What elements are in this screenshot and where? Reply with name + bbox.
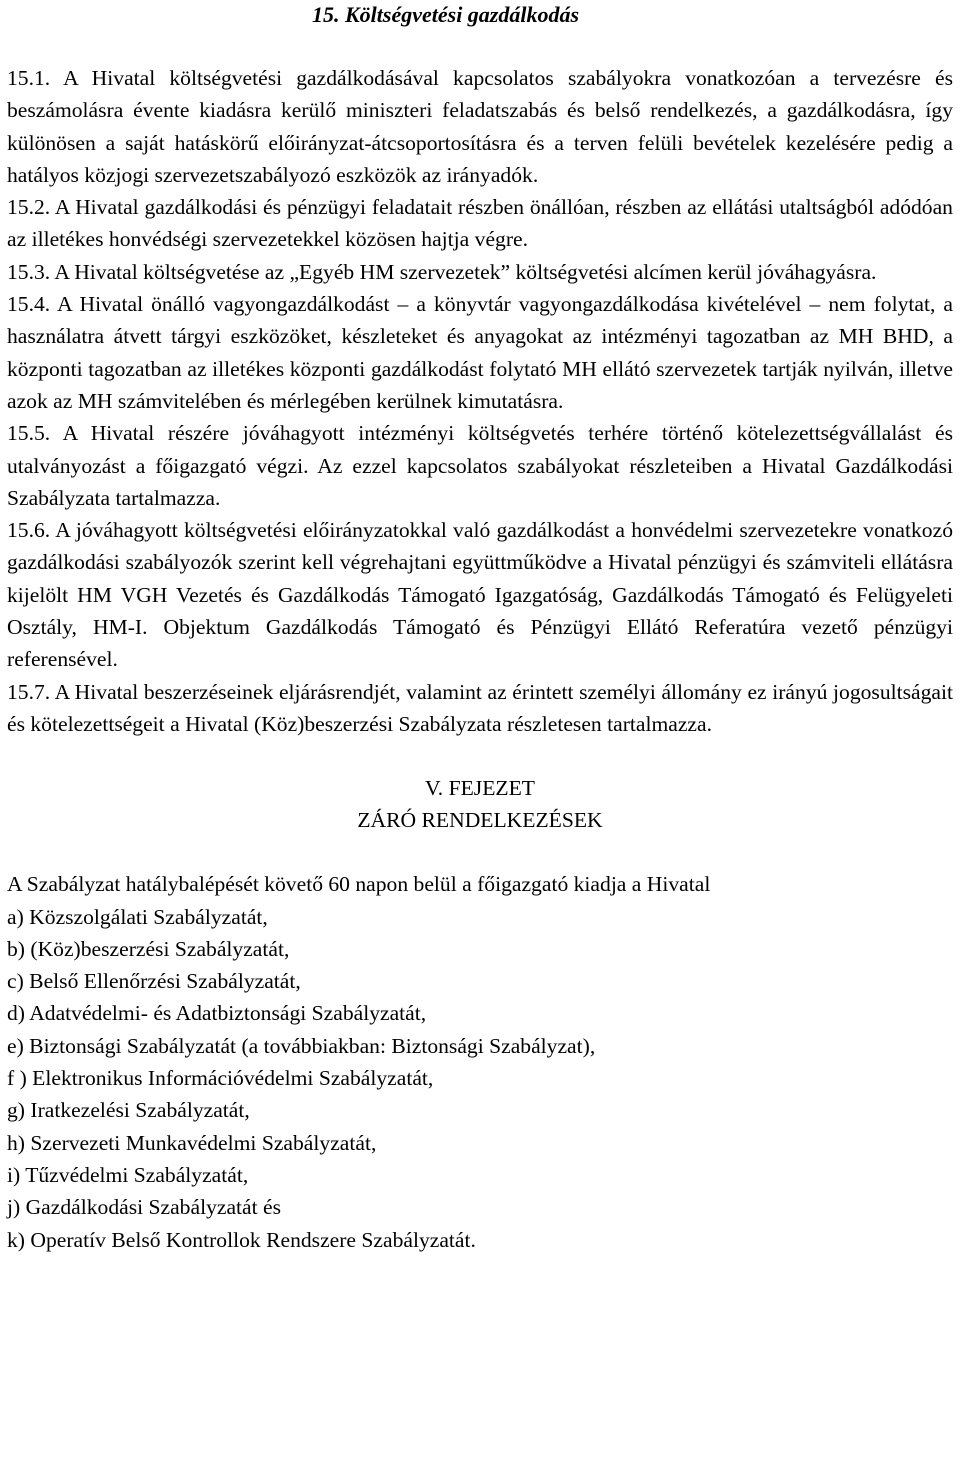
chapter-title: ZÁRÓ RENDELKEZÉSEK — [357, 808, 603, 833]
paragraph-15-3 — [7, 256, 953, 288]
paragraph-number: 15.6. — [7, 518, 51, 543]
list-item: b) (Köz)beszerzési Szabályzatát, — [7, 936, 290, 961]
paragraph-15-2 — [7, 191, 953, 256]
paragraph-15-1 — [7, 62, 953, 191]
list-item: g) Iratkezelési Szabályzatát, — [7, 1098, 250, 1123]
regulation-list — [7, 901, 953, 1256]
paragraph-text: A Hivatal költségvetési gazdálkodásával kapcsolatos szabályokra vonatkozóan a tervezésre és beszámolásra évente kiadásra kerülő miniszteri feladatszabás és belső rendelkezés, a gazdálkodásra, így különösen a saját hatáskörű előirányzat-átcsoportosításra és a terven felüli bevételek kezelésére pedig a hatályos közjogi szervezetszabályozó eszközök az irányadók. — [7, 66, 953, 187]
paragraph-15-6 — [7, 514, 953, 675]
paragraph-number: 15.5. — [7, 421, 51, 446]
paragraph-text: A Hivatal részére jóváhagyott intézményi költségvetés terhére történő kötelezettségvállalást és utalványozást a főigazgató végzi. Az ezzel kapcsolatos szabályokat részleteiben a Hivatal Gazdálkodási Szabályzata tartalmazza. — [7, 421, 953, 510]
list-item: d) Adatvédelmi- és Adatbiztonsági Szabályzatát, — [7, 1001, 427, 1026]
paragraph-text: A jóváhagyott költségvetési előirányzatokkal való gazdálkodást a honvédelmi szervezetekre vonatkozó gazdálkodási szabályozók szerint kell végrehajtani együttműködve a Hivatal pénzügyi és számviteli ellátásra kijelölt HM VGH Vezetés és Gazdálkodás Támogató Igazgatóság, Gazdálkodás Támogató és Felügyeleti Osztály, HM-I. Objektum Gazdálkodás Támogató és Pénzügyi Ellátó Referatúra vezető pénzügyi referensével. — [7, 518, 953, 672]
paragraph-number: 15.7. — [7, 679, 51, 704]
paragraph-number: 15.2. — [7, 195, 51, 220]
document-page — [7, 0, 953, 1256]
list-item: a) Közszolgálati Szabályzatát, — [7, 904, 268, 929]
section-heading: 15. Költségvetési gazdálkodás — [312, 2, 580, 27]
list-item: e) Biztonsági Szabályzatát (a továbbiakban: Biztonsági Szabályzat), — [7, 1033, 596, 1058]
list-item: c) Belső Ellenőrzési Szabályzatát, — [7, 969, 301, 994]
list-item: j) Gazdálkodási Szabályzatát és — [7, 1195, 282, 1220]
chapter-number: V. FEJEZET — [425, 776, 535, 801]
list-item: h) Szervezeti Munkavédelmi Szabályzatát, — [7, 1130, 377, 1155]
paragraph-number: 15.4. — [7, 292, 51, 317]
paragraph-15-4 — [7, 288, 953, 417]
paragraph-text: A Hivatal önálló vagyongazdálkodást – a könyvtár vagyongazdálkodása kivételével – nem folytat, a használatra átvett tárgyi eszközöket, készleteket és anyagokat az intézményi tagozatban az MH BHD, a központi tagozatban az illetékes központi gazdálkodást folytató MH ellátó szervezetek tartják nyilván, illetve azok az MH számvitelében és mérlegében kerülnek kimutatásra. — [7, 292, 953, 413]
list-item: k) Operatív Belső Kontrollok Rendszere Szabályzatát. — [7, 1227, 476, 1252]
closing-intro: A Szabályzat hatálybalépését követő 60 napon belül a főigazgató kiadja a Hivatal — [7, 872, 711, 897]
paragraph-15-7 — [7, 676, 953, 741]
paragraph-number: 15.3. — [7, 259, 51, 284]
paragraph-text: A Hivatal beszerzéseinek eljárásrendjét, valamint az érintett személyi állomány ez irányú jogosultságait és kötelezettségeit a Hivatal (Köz)beszerzési Szabályzata részletesen tartalmazza. — [7, 679, 953, 736]
paragraph-number: 15.1. — [7, 66, 51, 90]
paragraph-text: A Hivatal gazdálkodási és pénzügyi feladatait részben önállóan, részben az ellátási utaltságból adódóan az illetékes honvédségi szervezetekkel közösen hajtja végre. — [7, 195, 953, 252]
list-item: f ) Elektronikus Információvédelmi Szabályzatát, — [7, 1066, 434, 1091]
list-item: i) Tűzvédelmi Szabályzatát, — [7, 1162, 249, 1187]
paragraph-15-5 — [7, 417, 953, 514]
paragraph-text: A Hivatal költségvetése az „Egyéb HM szervezetek” költségvetési alcímen kerül jóváhagyásra. — [54, 259, 877, 284]
